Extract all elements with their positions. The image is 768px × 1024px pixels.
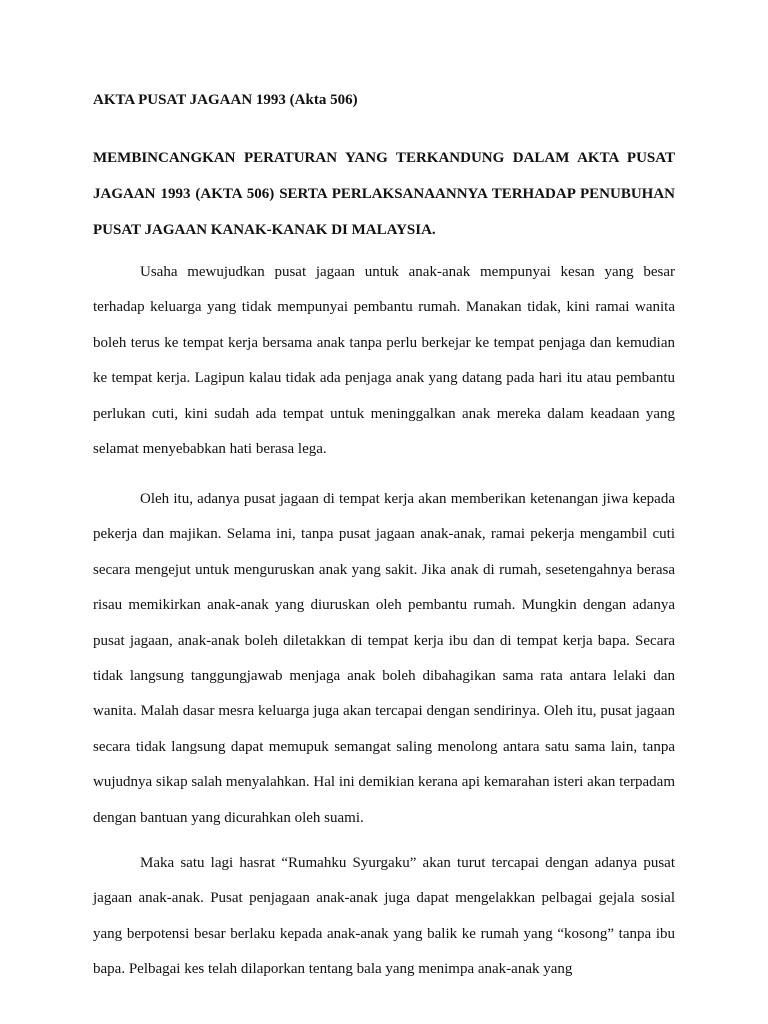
document-heading: MEMBINCANGKAN PERATURAN YANG TERKANDUNG DALAM AKTA PUSAT JAGAAN 1993 (AKTA 506) SERTA PERLAKSANAANNYA TERHADAP PENUBUHAN PUSAT JAGAAN KANAK-KANAK DI MALAYSIA.: [93, 150, 675, 238]
document-title: AKTA PUSAT JAGAAN 1993 (Akta 506): [93, 92, 358, 108]
paragraph-3: Maka satu lagi hasrat “Rumahku Syurgaku” akan turut tercapai dengan adanya pusat jagaan anak-anak. Pusat penjagaan anak-anak juga dapat mengelakkan pelbagai gejala sosial yang berpotensi besar berlaku kepada anak-anak yang balik ke rumah yang “kosong” tanpa ibu bapa. Pelbagai kes telah dilaporkan tentang bala yang menimpa anak-anak yang: [93, 855, 675, 978]
paragraph-2: Oleh itu, adanya pusat jagaan di tempat kerja akan memberikan ketenangan jiwa kepada pekerja dan majikan. Selama ini, tanpa pusat jagaan anak-anak, ramai pekerja mengambil cuti secara mengejut untuk menguruskan anak yang sakit. Jika anak di rumah, sesetengahnya berasa risau memikirkan anak-anak yang diuruskan oleh pembantu rumah. Mungkin dengan adanya pusat jagaan, anak-anak boleh diletakkan di tempat kerja ibu dan di tempat kerja bapa. Secara tidak langsung tanggungjawab menjaga anak boleh dibahagikan sama rata antara lelaki dan wanita. Malah dasar mesra keluarga juga akan tercapai dengan sendirinya. Oleh itu, pusat jagaan secara tidak langsung dapat memupuk semangat saling menolong antara satu sama lain, tanpa wujudnya sikap salah menyalahkan. Hal ini demikian kerana api kemarahan isteri akan terpadam dengan bantuan yang dicurahkan oleh suami.: [93, 491, 675, 826]
paragraph-1: Usaha mewujudkan pusat jagaan untuk anak-anak mempunyai kesan yang besar terhadap keluarga yang tidak mempunyai pembantu rumah. Manakan tidak, kini ramai wanita boleh terus ke tempat kerja bersama anak tanpa perlu berkejar ke tempat penjaga dan kemudian ke tempat kerja. Lagipun kalau tidak ada penjaga anak yang datang pada hari itu atau pembantu perlukan cuti, kini sudah ada tempat untuk meninggalkan anak mereka dalam keadaan yang selamat menyebabkan hati berasa lega.: [93, 264, 675, 458]
